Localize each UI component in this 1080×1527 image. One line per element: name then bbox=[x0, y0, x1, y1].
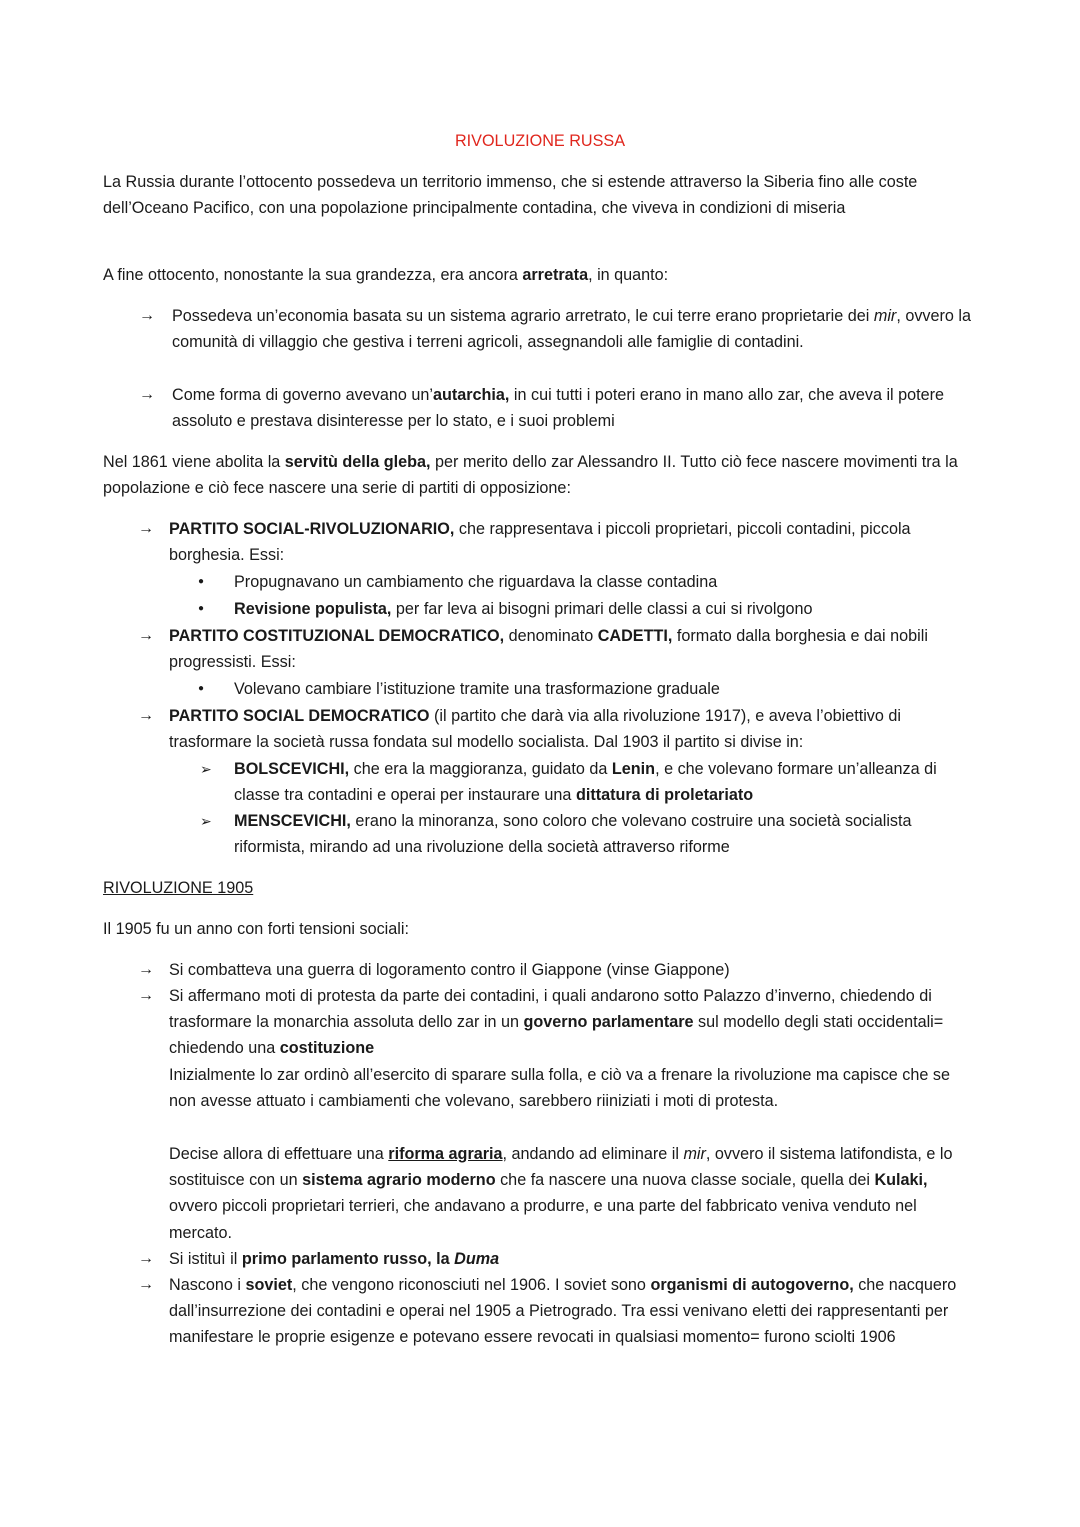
bullet-icon: ● bbox=[198, 603, 205, 614]
party-social-democratic bbox=[138, 703, 987, 755]
bullet-icon: ● bbox=[198, 683, 205, 694]
chevron-right-icon: ➢ bbox=[200, 761, 212, 777]
list-item-text: Decise allora di effettuare una riforma agraria, andando ad eliminare il mir, ovvero il sistema latifondista, e lo sostituisce con un sistema agrario moderno che fa nascere una nuova classe sociale, quella dei Kulaki, ovvero piccoli proprietari terrieri, che andavano a produrre, e una parte del fabbricato veniva venduto nel mercato. bbox=[169, 1145, 953, 1242]
list-item-text: MENSCEVICHI, erano la minoranza, sono coloro che volevano costruire una società socialista riformista, mirando ad una rivoluzione della società attraverso riforme bbox=[234, 812, 912, 857]
list-item bbox=[139, 382, 987, 434]
section-heading-1905: RIVOLUZIONE 1905 bbox=[103, 879, 254, 897]
list-item-text: Si istituì il primo parlamento russo, la Duma bbox=[169, 1250, 500, 1268]
list-item-text: Volevano cambiare l’istituzione tramite una trasformazione graduale bbox=[234, 680, 720, 698]
list-item-text: BOLSCEVICHI, che era la maggioranza, guidato da Lenin, e che volevano formare un’alleanza di classe tra contadini e operai per instaurare una dittatura di proletariato bbox=[234, 760, 937, 805]
list-item-continuation bbox=[169, 1062, 977, 1114]
list-item bbox=[198, 676, 979, 702]
list-item-text: Revisione populista, per far leva ai bisogni primari delle classi a cui si rivolgono bbox=[234, 600, 813, 618]
list-item bbox=[198, 569, 979, 595]
arrow-icon: → bbox=[138, 1276, 154, 1293]
bullet-icon: ● bbox=[198, 576, 205, 587]
arrow-icon: → bbox=[138, 1250, 154, 1267]
arrow-icon: → bbox=[139, 307, 155, 324]
list-item bbox=[200, 808, 954, 860]
page-title: RIVOLUZIONE RUSSA bbox=[454, 132, 625, 150]
arrow-icon: → bbox=[138, 987, 154, 1004]
list-item bbox=[139, 303, 987, 355]
list-item-text: Come forma di governo avevano un’autarchia, in cui tutti i poteri erano in mano allo zar, che aveva il potere assoluto e prestava disinteresse per lo stato, e i suoi problemi bbox=[172, 386, 945, 431]
list-item-text: Nascono i soviet, che vengono riconosciuti nel 1906. I soviet sono organismi di autogoverno, che nacquero dall’insurrezione dei contadini e operai nel 1905 a Pietrogrado. Tra essi venivano eletti dei rappresentanti per manifestare le proprie esigenze e potevano essere revocati in qualsiasi momento= furono sciolti 1906 bbox=[169, 1276, 957, 1347]
list-item bbox=[138, 1246, 977, 1272]
arrow-icon: → bbox=[138, 961, 154, 978]
list-item-text: PARTITO COSTITUZIONAL DEMOCRATICO, denominato CADETTI, formato dalla borghesia e dai nobili progressisti. Essi: bbox=[169, 627, 928, 672]
serfdom-paragraph: Nel 1861 viene abolita la servitù della gleba, per merito dello zar Alessandro II. Tutto ciò fece nascere movimenti tra la popolazione e ciò fece nascere una serie di partiti di opposizione: bbox=[103, 453, 958, 498]
list-item-text: Propugnavano un cambiamento che riguardava la classe contadina bbox=[234, 573, 718, 591]
section-1905-intro: Il 1905 fu un anno con forti tensioni sociali: bbox=[103, 920, 409, 938]
list-item-text: PARTITO SOCIAL-RIVOLUZIONARIO, che rappresentava i piccoli proprietari, piccoli contadini, piccola borghesia. Essi: bbox=[169, 520, 911, 565]
list-item-text: Inizialmente lo zar ordinò all’esercito di sparare sulla folla, e ciò va a frenare la rivoluzione ma capisce che se non avesse attuato i cambiamenti che volevano, sarebbero riiniziati i moti di protesta. bbox=[169, 1066, 950, 1111]
arrow-icon: → bbox=[138, 520, 154, 537]
list-item-text: Possedeva un’economia basata su un sistema agrario arretrato, le cui terre erano proprietarie dei mir, ovvero la comunità di villaggio che gestiva i terreni agricoli, assegnandoli alle famiglie di contadini. bbox=[172, 307, 972, 352]
backward-intro-paragraph: A fine ottocento, nonostante la sua grandezza, era ancora arretrata, in quanto: bbox=[103, 266, 669, 284]
arrow-icon: → bbox=[138, 707, 154, 724]
list-item bbox=[138, 957, 969, 983]
list-item bbox=[200, 756, 954, 808]
list-item bbox=[198, 596, 979, 622]
list-item-continuation bbox=[169, 1141, 977, 1246]
arrow-icon: → bbox=[138, 627, 154, 644]
party-social-revolutionary bbox=[138, 516, 959, 568]
list-item bbox=[138, 1272, 977, 1351]
party-constitutional-democratic bbox=[138, 623, 959, 675]
list-item bbox=[138, 983, 977, 1062]
chevron-right-icon: ➢ bbox=[200, 813, 212, 829]
list-item-text: Si affermano moti di protesta da parte dei contadini, i quali andarono sotto Palazzo d’inverno, chiedendo di trasformare la monarchia assoluta dello zar in un governo parlamentare sul modello degli stati occidentali= chiedendo una costituzione bbox=[169, 987, 944, 1058]
list-item-text: Si combatteva una guerra di logoramento contro il Giappone (vinse Giappone) bbox=[169, 961, 730, 979]
intro-paragraph: La Russia durante l’ottocento possedeva un territorio immenso, che si estende attraverso la Siberia fino alle coste dell’Oceano Pacifico, con una popolazione principalmente contadina, che viveva in condizioni di miseria bbox=[103, 173, 918, 218]
arrow-icon: → bbox=[139, 386, 155, 403]
list-item-text: PARTITO SOCIAL DEMOCRATICO (il partito che darà via alla rivoluzione 1917), e aveva l’obiettivo di trasformare la società russa fondata sul modello socialista. Dal 1903 il partito si divise in: bbox=[169, 707, 901, 752]
